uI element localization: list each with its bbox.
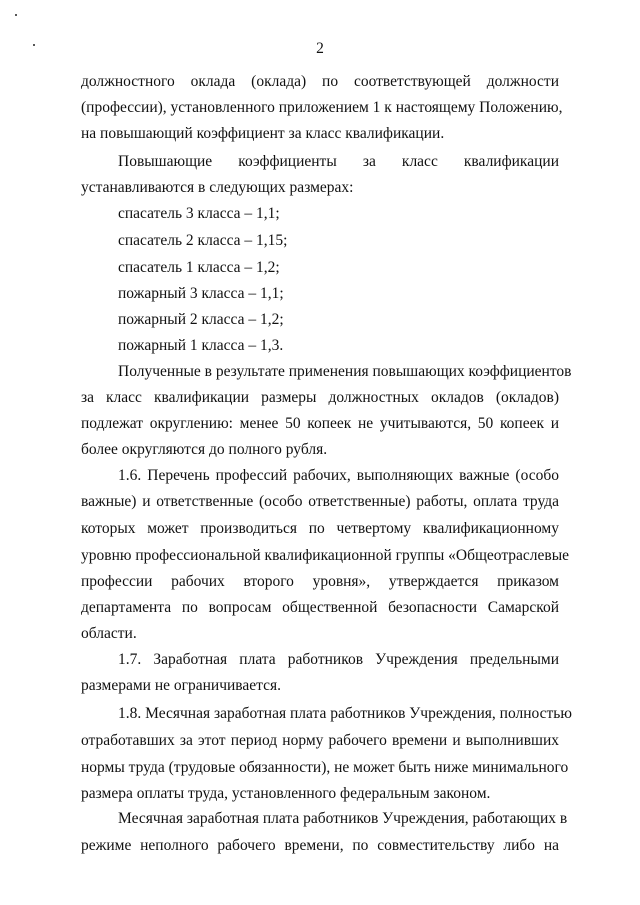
- text-line: профессии рабочих второго уровня», утверждается приказом: [81, 573, 559, 590]
- text-line: уровню профессиональной квалификационной группы «Общеотраслевые: [81, 547, 570, 564]
- text-line: (профессии), установленного приложением 1 к настоящему Положению,: [81, 99, 563, 116]
- list-item: спасатель 1 класса – 1,2;: [118, 259, 280, 276]
- list-item: пожарный 3 класса – 1,1;: [118, 285, 284, 302]
- text-line: должностного оклада (оклада) по соответствующей должности: [81, 73, 559, 90]
- list-item: спасатель 3 класса – 1,1;: [118, 205, 280, 222]
- text-line: Повышающие коэффициенты за класс квалификации: [118, 153, 559, 170]
- text-line: режиме неполного рабочего времени, по совместительству либо на: [81, 837, 559, 854]
- list-item: спасатель 2 класса – 1,15;: [118, 232, 288, 249]
- text-line: более округляются до полного рубля.: [81, 441, 328, 458]
- text-line: размера оплаты труда, установленного федеральным законом.: [81, 785, 491, 802]
- page-number: 2: [316, 40, 324, 57]
- text-line: нормы труда (трудовые обязанности), не может быть ниже минимального: [81, 759, 569, 776]
- text-line: подлежат округлению: менее 50 копеек не учитываются, 50 копеек и: [81, 415, 559, 432]
- text-line: 1.6. Перечень профессий рабочих, выполняющих важные (особо: [118, 467, 559, 484]
- text-line: департамента по вопросам общественной безопасности Самарской: [81, 599, 559, 616]
- text-line: важные) и ответственные (особо ответственные) работы, оплата труда: [81, 493, 559, 510]
- text-line: области.: [81, 625, 137, 642]
- text-line: которых может производиться по четвертому квалификационному: [81, 520, 559, 537]
- text-line: Месячная заработная плата работников Учреждения, работающих в: [118, 810, 568, 827]
- list-item: пожарный 2 класса – 1,2;: [118, 311, 284, 328]
- text-line: устанавливаются в следующих размерах:: [81, 179, 354, 196]
- scan-speck: [15, 14, 17, 16]
- text-line: размерами не ограничивается.: [81, 677, 282, 694]
- text-line: Полученные в результате применения повышающих коэффициентов: [118, 363, 572, 380]
- text-line: 1.7. Заработная плата работников Учреждения предельными: [118, 651, 559, 668]
- text-line: на повышающий коэффициент за класс квалификации.: [81, 125, 445, 142]
- list-item: пожарный 1 класса – 1,3.: [118, 337, 284, 354]
- text-line: за класс квалификации размеры должностных окладов (окладов): [81, 389, 559, 406]
- text-line: отработавших за этот период норму рабочего времени и выполнивших: [81, 732, 559, 749]
- text-line: 1.8. Месячная заработная плата работников Учреждения, полностью: [118, 705, 572, 722]
